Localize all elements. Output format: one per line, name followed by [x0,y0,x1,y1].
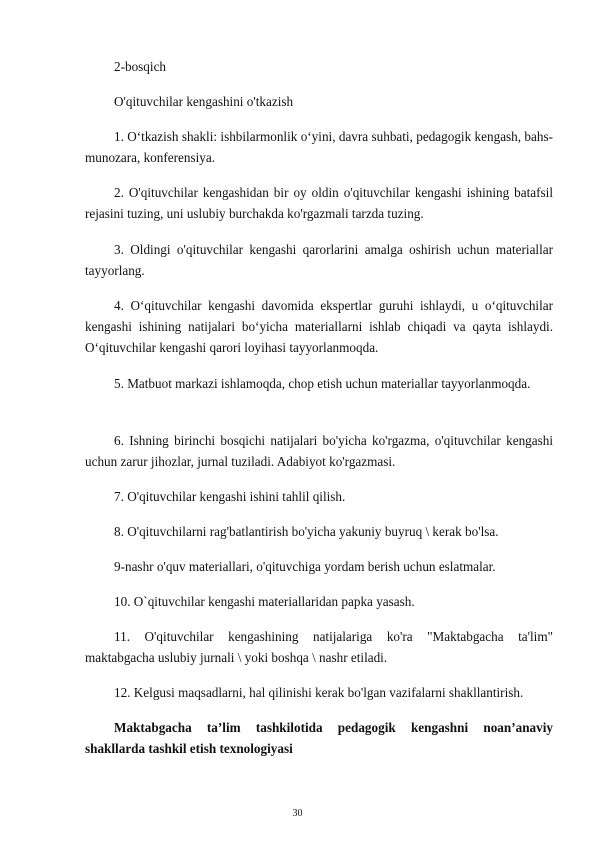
section-heading: Maktabgacha ta’lim tashkilotida pedagogik kengashni noan’anaviy shakllarda tashkil etish texnologiyasi [85,720,553,756]
paragraph-item-9: 9-nashr o'quv materiallari, o'qituvchiga yordam berish uchun eslatmalar. [114,559,496,574]
paragraph-stage-label: 2-bosqich [114,59,167,74]
paragraph-item-6: 6. Ishning birinchi bosqichi natijalari bo'yicha ko'rgazma, o'qituvchilar kengashi uchun zarur jihozlar, jurnal tuziladi. Adabiyot ko'rgazmasi. [85,433,553,469]
paragraph-item-1: 1. O‘tkazish shakli: ishbilarmonlik o‘yini, davra suhbati, pedagogik kengash, bahs-munozara, konferensiya. [85,129,553,165]
paragraph-section-title: O'qituvchilar kengashini o'tkazish [114,94,294,109]
paragraph-item-11: 11. O'qituvchilar kengashining natijalariga ko'ra "Maktabgacha ta'lim" maktabgacha uslubiy jurnali \ yoki boshqa \ nashr etiladi. [85,629,553,665]
paragraph-item-3: 3. Oldingi o'qituvchilar kengashi qarorlarini amalga oshirish uchun materiallar tayyorlang. [85,242,553,278]
paragraph-item-10: 10. O`qituvchilar kengashi materiallaridan papka yasash. [114,594,415,609]
paragraph-item-7: 7. O'qituvchilar kengashi ishini tahlil qilish. [114,489,346,504]
paragraph-item-8: 8. O'qituvchilarni rag'batlantirish bo'yicha yakuniy buyruq \ kerak bo'lsa. [114,524,499,539]
page-number: 30 [292,808,303,819]
paragraph-item-2: 2. O'qituvchilar kengashidan bir oy oldin o'qituvchilar kengashi ishining batafsil rejasini tuzing, uni uslubiy burchakda ko'rgazmali tarzda tuzing. [85,185,553,221]
paragraph-item-12: 12. Kelgusi maqsadlarni, hal qilinishi kerak bo'lgan vazifalarni shakllantirish. [114,685,524,700]
paragraph-item-5: 5. Matbuot markazi ishlamoqda, chop etish uchun materiallar tayyorlanmoqda. [114,376,531,391]
paragraph-item-4: 4. O‘qituvchilar kengashi davomida ekspertlar guruhi ishlaydi, u o‘qituvchilar kengashi ishining natijalari bo‘yicha materiallarni ishlab chiqadi va qayta ishlaydi. O‘qituvchilar kengashi qarori loyihasi tayyorlanmoqda. [85,298,553,355]
